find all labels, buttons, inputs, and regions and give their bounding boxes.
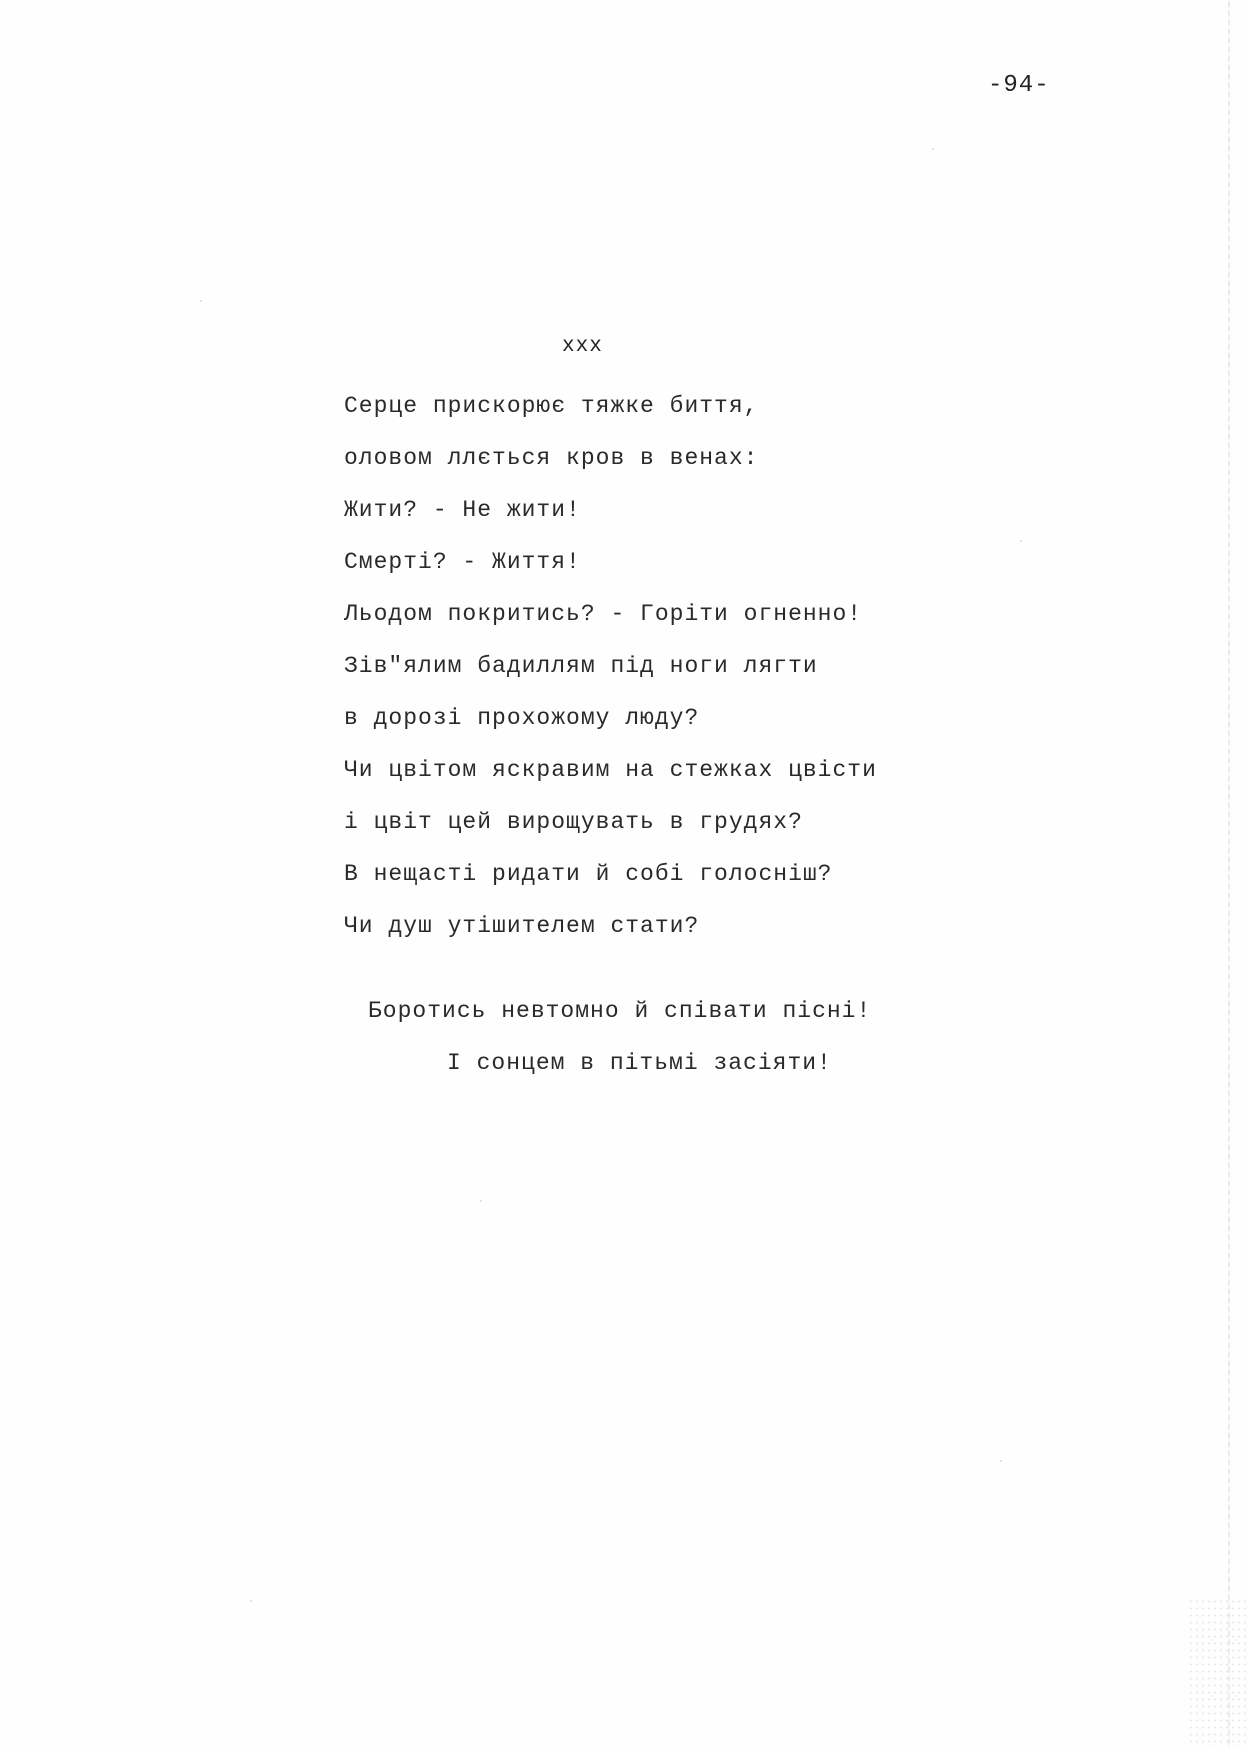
poem-line: Чи цвітом яскравим на стежках цвісти <box>344 757 877 783</box>
scan-edge-dots <box>1228 0 1230 1748</box>
scan-speck <box>932 148 934 150</box>
scan-speck <box>1000 1460 1002 1462</box>
closing-line: Боротись невтомно й співати пісні! <box>368 998 872 1024</box>
poem-line: Серце прискорює тяжке биття, <box>344 393 759 419</box>
poem-line: оловом ллється кров в венах: <box>344 445 759 471</box>
section-mark: xxx <box>562 335 603 358</box>
closing-line: І сонцем в пітьмі засіяти! <box>447 1050 832 1076</box>
poem-line: і цвіт цей вирощувать в грудях? <box>344 809 803 835</box>
poem-line: Льодом покритись? - Горіти огненно! <box>344 601 863 627</box>
scan-speck <box>250 1600 252 1602</box>
scan-speck <box>480 1200 482 1202</box>
poem-line: в дорозі прохожому люду? <box>344 705 700 731</box>
scan-corner-noise <box>1188 1598 1248 1748</box>
poem-line: Смерті? - Життя! <box>344 549 581 575</box>
poem-line: Жити? - Не жити! <box>344 497 581 523</box>
page-number: -94- <box>988 72 1050 99</box>
poem-line: В нещасті ридати й собі голосніш? <box>344 861 833 887</box>
scan-speck <box>200 300 202 302</box>
poem-line: Зів"ялим бадиллям під ноги лягти <box>344 653 818 679</box>
poem-stanza <box>344 380 877 952</box>
scan-speck <box>1020 540 1022 542</box>
poem-line: Чи душ утішителем стати? <box>344 913 700 939</box>
